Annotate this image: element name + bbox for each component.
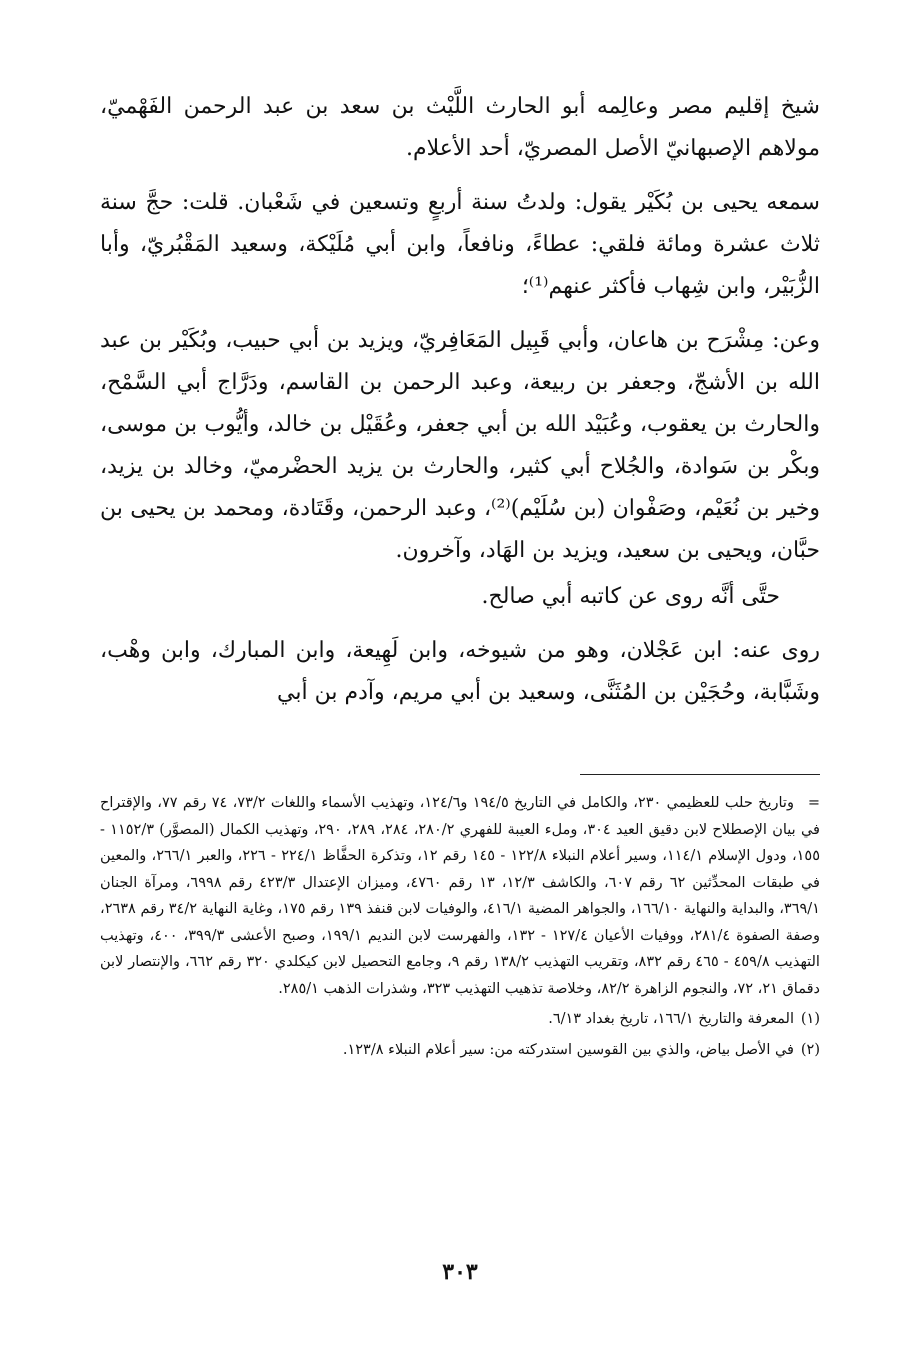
main-text [100, 86, 820, 714]
paragraph-students: روى عنه: ابن عَجْلان، وهو من شيوخه، وابن لَهِيعة، وابن المبارك، وابن وهْب، وشَبَّابة، وحُجَيْن بن المُثَنَّى، وسعيد بن أبي مريم، وآدم بن أبي [100, 638, 820, 705]
footnote-2 [100, 1037, 820, 1064]
footnote-1-text: المعرفة والتاريخ ١٦٦/١، تاريخ بغداد ٦/١٣. [548, 1011, 794, 1027]
footnote-continuation-marker: = [807, 795, 820, 811]
paragraph-birth: سمعه يحيى بن بُكَيْر يقول: ولدتُ سنة أربعٍ وتسعين في شَعْبان. قلت: حجَّ سنة ثلاث عشرة ومائة فلقي: عطاءً، ونافعاً، وابن أبي مُلَيْكة، وسعيد المَقْبُريّ، وأبا الزُّبَيْر، وابن شِهاب فأكثر عنهم⁽¹⁾؛ [100, 190, 820, 299]
paragraph-teachers: وعن: مِشْرَح بن هاعان، وأبي قَبِيل المَعَافِريّ، ويزيد بن أبي حبيب، وبُكَيْر بن عبد الله بن الأشجّ، وجعفر بن ربيعة، وعبد الرحمن بن القاسم، ودَرَّاج أبي السَّمْح، والحارث بن يعقوب، وعُبَيْد الله بن أبي جعفر، وعُقَيْل بن خالد، وأيُّوب بن موسى، وبكْر بن سَوادة، والجُلاح أبي كثير، والحارث بن يزيد الحضْرميّ، وخالد بن يزيد، وخير بن نُعَيْم، وصَفْوان (بن سُلَيْم)⁽²⁾، وعبد الرحمن، وقَتَادة، ومحمد بن يحيى بن حبَّان، ويحيى بن سعيد، ويزيد بن الهَاد، وآخرون. [100, 328, 820, 563]
footnote-1-number: (١) [800, 1011, 820, 1027]
footnote-divider [580, 774, 820, 775]
book-page [100, 86, 820, 1346]
footnotes [100, 790, 820, 1067]
footnote-continuation-text: وتاريخ حلب للعظيمي ٢٣٠، والكامل في التاريخ ١٩٤/٥ و١٢٤/٦، وتهذيب الأسماء واللغات ٧٣/٢، ٧٤ رقم ٧٧، والإقتراح في بيان الإصطلاح لابن دقيق العيد ٣٠٤، وملء العيبة للفهري ٢٨٠/٢، ٢٨٤، ٢٨٩، ٢٩٠، وتهذيب الكمال (المصوَّر) ١١٥٢/٣ - ١٥٥، ودول الإسلام ١١٤/١، وسير أعلام النبلاء ١٢٢/٨ - ١٤٥ رقم ١٢، وتذكرة الحفَّاظ ٢٢٤/١ - ٢٢٦، والعبر ٢٦٦/١، والمعين في طبقات المحدِّثين ٦٢ رقم ٦٠٧، والكاشف ١٢/٣، ١٣ رقم ٤٧٦٠، وميزان الإعتدال ٤٢٣/٣ رقم ٦٩٩٨، ومرآة الجنان ٣٦٩/١، والبداية والنهاية ١٦٦/١٠، والجواهر المضية ٤١٦/١، والوفيات لابن قنفذ ١٣٩ رقم ١٧٥، وغاية النهاية ٣٤/٢ رقم ٢٦٣٨، وصفة الصفوة ٢٨١/٤، ووفيات الأعيان ١٢٧/٤ - ١٣٢، والفهرست لابن النديم ١٩٩/١، وصبح الأعشى ٣٩٩/٣، ٤٠٠، وتهذيب التهذيب ٤٥٩/٨ - ٤٦٥ رقم ٨٣٢، وتقريب التهذيب ١٣٨/٢ رقم ٩، وجامع التحصيل لابن كيكلدي ٣٢٠ رقم ٦٦٢، والإنتصار لابن دقماق ٢١، ٧٢، والنجوم الزاهرة ٨٢/٢، وخلاصة تذهيب التهذيب ٣٢٣، وشذرات الذهب ٢٨٥/١. [100, 795, 820, 997]
page-number: ٣٠٣ [442, 1259, 478, 1285]
footnote-2-text: في الأصل بياض، والذي بين القوسين استدركته من: سير أعلام النبلاء ١٢٣/٨. [342, 1041, 794, 1058]
footnote-1 [100, 1006, 820, 1033]
paragraph-intro: شيخ إقليم مصر وعالِمه أبو الحارث اللَّيْث بن سعد بن عبد الرحمن الفَهْميّ، مولاهم الإصبهانيّ الأصل المصريّ، أحد الأعلام. [100, 94, 820, 161]
footnote-2-number: (٢) [800, 1041, 820, 1058]
footnote-continuation [100, 790, 820, 1002]
paragraph-note: حتَّى أنَّه روى عن كاتبه أبي صالح. [481, 584, 780, 609]
